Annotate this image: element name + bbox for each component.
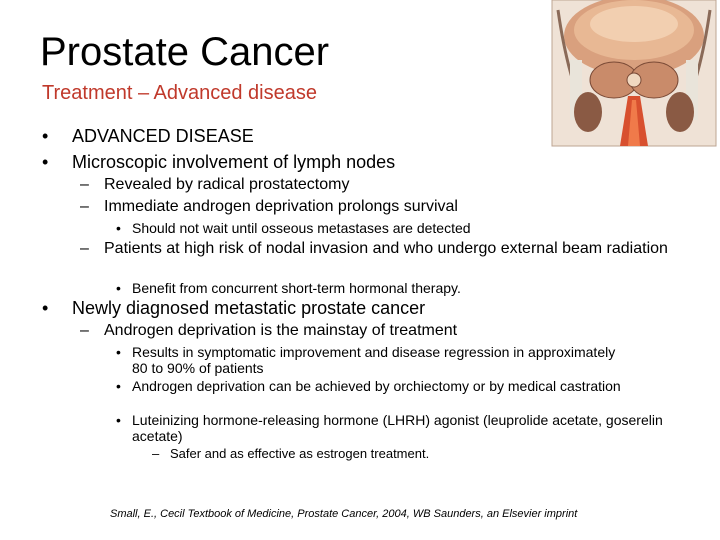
detail-lhrh-agonist: Luteinizing hormone-releasing hormone (LHRH) agonist (leuprolide acetate, goserelin acetate) — [132, 412, 663, 444]
subbullet-androgen-survival: Immediate androgen deprivation prolongs survival — [104, 198, 458, 215]
citation: Small, E., Cecil Textbook of Medicine, Prostate Cancer, 2004, WB Saunders, an Elsevier imprint — [110, 508, 578, 520]
detail-estrogen: Safer and as effective as estrogen treatment. — [170, 446, 430, 461]
slide-title: Prostate Cancer — [40, 30, 330, 74]
bullet-marker: • — [42, 126, 49, 146]
bullet-advanced-disease: ADVANCED DISEASE — [72, 126, 254, 146]
bullet-marker: • — [116, 412, 121, 428]
bullet-marker: • — [116, 344, 121, 360]
dash-marker: – — [80, 322, 89, 339]
subbullet-androgen-mainstay: Androgen deprivation is the mainstay of treatment — [104, 322, 458, 339]
detail-symptomatic-improvement: Results in symptomatic improvement and disease regression in approximately 80 to 90% of patients — [132, 344, 616, 376]
detail-hormonal-therapy: Benefit from concurrent short-term hormonal therapy. — [132, 280, 461, 296]
dash-marker: – — [80, 176, 89, 193]
dash-marker: – — [80, 240, 89, 257]
slide-subtitle: Treatment – Advanced disease — [42, 82, 317, 104]
bullet-marker: • — [42, 152, 49, 172]
dash-marker: – — [152, 446, 160, 461]
bullet-marker: • — [116, 280, 121, 296]
subbullet-radical-prostatectomy: Revealed by radical prostatectomy — [104, 176, 350, 193]
bullet-marker: • — [116, 220, 121, 236]
prostate-anatomy-illustration — [548, 0, 720, 150]
subbullet-nodal-invasion: Patients at high risk of nodal invasion and who undergo external beam radiation — [104, 240, 668, 257]
bullet-metastatic: Newly diagnosed metastatic prostate cancer — [72, 298, 426, 318]
bullet-microscopic-lymph: Microscopic involvement of lymph nodes — [72, 152, 396, 172]
detail-orchiectomy: Androgen deprivation can be achieved by orchiectomy or by medical castration — [132, 378, 621, 394]
dash-marker: – — [80, 198, 89, 215]
bullet-marker: • — [42, 298, 49, 318]
detail-osseous: Should not wait until osseous metastases are detected — [132, 220, 471, 236]
bullet-marker: • — [116, 378, 121, 394]
